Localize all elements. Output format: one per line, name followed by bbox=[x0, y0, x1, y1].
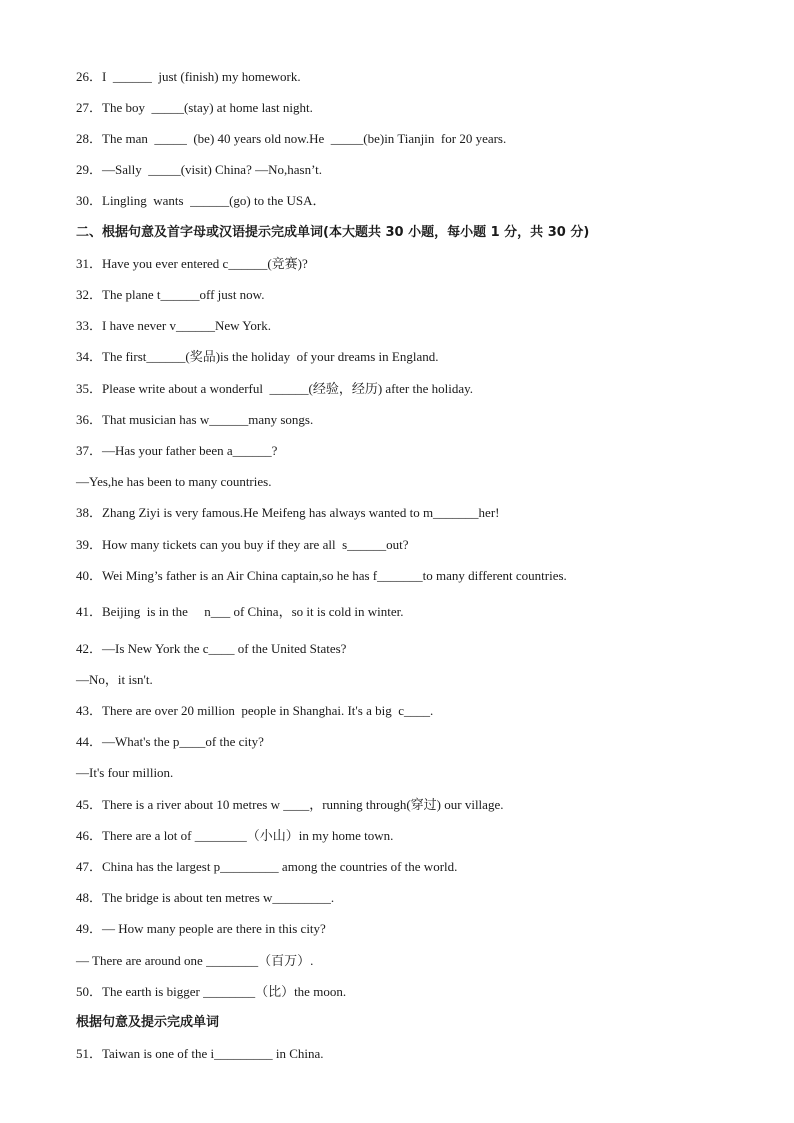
answer-49: — There are around one ________（百万）. bbox=[76, 953, 314, 968]
question-26: 26．I ______ just (finish) my homework. bbox=[76, 69, 301, 84]
question-41: 41．Beijing is in the n___ of China，so it is cold in winter. bbox=[76, 604, 404, 619]
question-32: 32．The plane t______off just now. bbox=[76, 287, 265, 302]
question-48: 48．The bridge is about ten metres w_________. bbox=[76, 890, 335, 905]
question-31: 31．Have you ever entered c______(竞赛)? bbox=[76, 256, 308, 271]
question-30: 30．Lingling wants ______(go) to the USA． bbox=[76, 193, 326, 208]
question-37: 37．—Has your father been a______? bbox=[76, 443, 278, 458]
question-38: 38．Zhang Ziyi is very famous.He Meifeng has always wanted to m_______her! bbox=[76, 505, 500, 520]
question-40: 40．Wei Ming’s father is an Air China captain,so he has f_______to many different countries. bbox=[76, 568, 567, 583]
question-46: 46．There are a lot of ________（小山）in my home town. bbox=[76, 828, 394, 843]
answer-37: —Yes,he has been to many countries. bbox=[76, 474, 272, 489]
question-51: 51．Taiwan is one of the i_________ in China. bbox=[76, 1046, 324, 1061]
question-50: 50．The earth is bigger ________（比）the moon. bbox=[76, 984, 347, 999]
section-heading-2: 根据句意及提示完成单词 bbox=[76, 1015, 220, 1030]
question-42: 42．—Is New York the c____ of the United States? bbox=[76, 641, 347, 656]
question-36: 36．That musician has w______many songs. bbox=[76, 412, 314, 427]
question-27: 27．The boy _____(stay) at home last night. bbox=[76, 100, 313, 115]
answer-44: —It's four million. bbox=[76, 765, 174, 780]
question-43: 43．There are over 20 million people in Shanghai. It's a big c____. bbox=[76, 703, 434, 718]
question-34: 34．The first______(奖品)is the holiday of your dreams in England. bbox=[76, 349, 439, 364]
question-49: 49．— How many people are there in this city? bbox=[76, 921, 326, 936]
section-heading: 二、根据句意及首字母或汉语提示完成单词(本大题共 30 小题，每小题 1 分，共 30 分) bbox=[76, 225, 590, 240]
question-28: 28．The man _____ (be) 40 years old now.He _____(be)in Tianjin for 20 years. bbox=[76, 131, 507, 146]
answer-42: —No，it isn't. bbox=[76, 672, 153, 687]
question-29: 29．—Sally _____(visit) China? —No,hasn’t. bbox=[76, 162, 323, 177]
question-33: 33．I have never v______New York. bbox=[76, 318, 271, 333]
question-39: 39．How many tickets can you buy if they are all s______out? bbox=[76, 537, 409, 552]
question-47: 47．China has the largest p_________ among the countries of the world. bbox=[76, 859, 458, 874]
question-45: 45．There is a river about 10 metres w ____，running through(穿过) our village. bbox=[76, 797, 504, 812]
question-44: 44．—What's the p____of the city? bbox=[76, 734, 264, 749]
question-35: 35．Please write about a wonderful ______(经验，经历) after the holiday. bbox=[76, 381, 474, 396]
